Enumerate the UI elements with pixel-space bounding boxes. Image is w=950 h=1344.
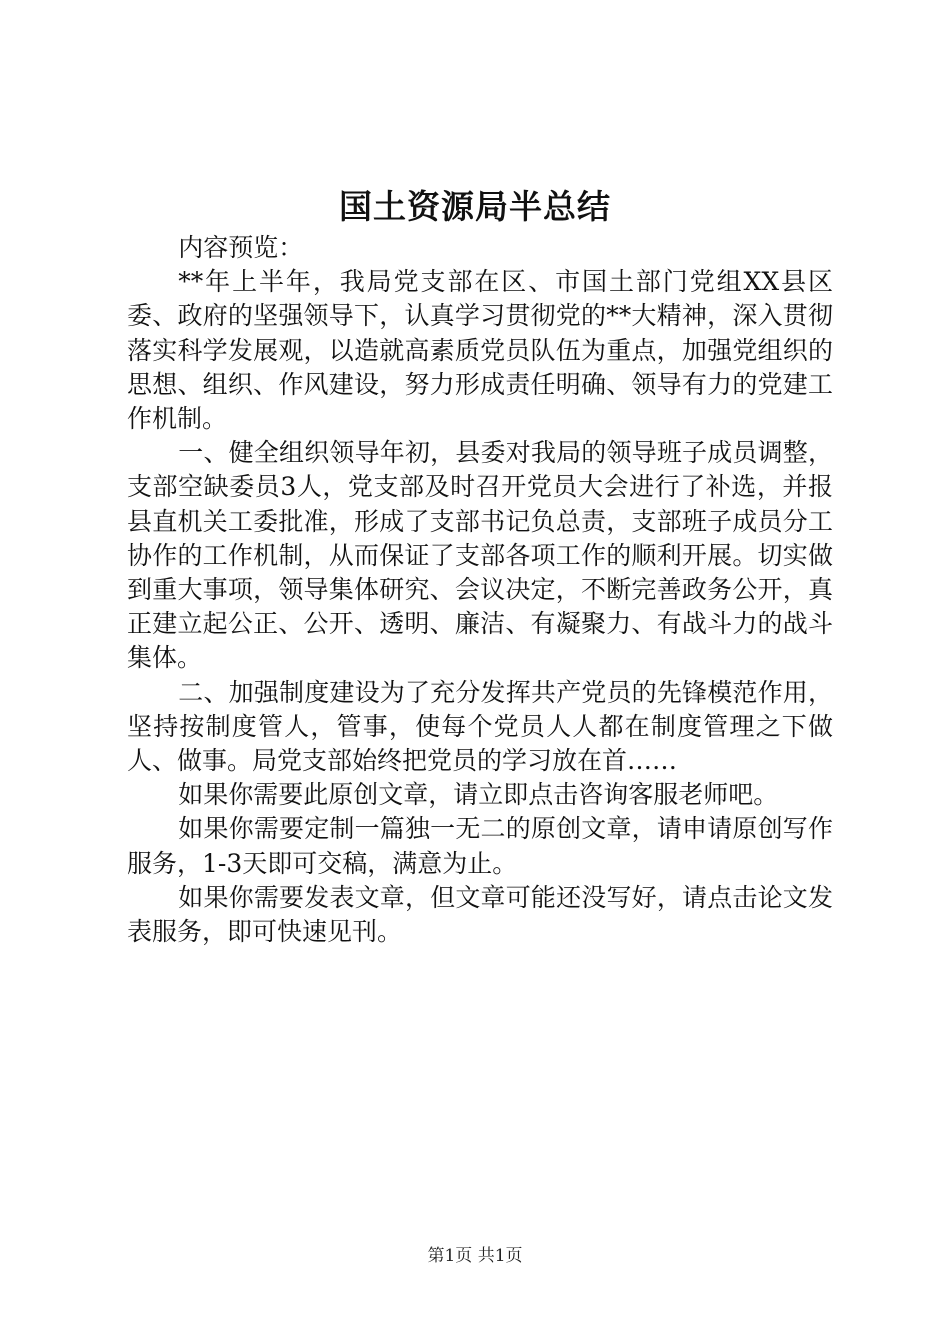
document-body [127,231,833,949]
page-total: 共1页 [477,1246,523,1266]
document-title: 国土资源局半总结 [339,187,611,226]
paragraph-publish-notice: 如果你需要发表文章，但文章可能还没写好，请点击论文发表服务，即可快速见刊。 [127,882,833,947]
page-number: 第1页 [427,1246,473,1266]
paragraph-consult-notice: 如果你需要此原创文章，请立即点击咨询客服老师吧。 [178,780,779,810]
paragraph-custom-writing-notice: 如果你需要定制一篇独一无二的原创文章，请申请原创写作服务，1-3天即可交稿，满意为止。 [127,814,833,878]
page-footer [0,1244,950,1268]
preview-label: 内容预览： [178,233,304,262]
paragraph-section-two: 二、加强制度建设为了充分发挥共产党员的先锋模范作用，坚持按制度管人，管事，使每个党员人人都在制度管理之下做人、做事。局党支部始终把党员的学习放在首…… [127,677,833,776]
paragraph-section-one: 一、健全组织领导年初，县委对我局的领导班子成员调整，支部空缺委员3人，党支部及时召开党员大会进行了补选，并报县直机关工委批准，形成了支部书记负总责，支部班子成员分工协作的工作机制，从而保证了支部各项工作的顺利开展。切实做到重大事项，领导集体研究、会议决定，不断完善政务公开，真正建立起公正、公开、透明、廉洁、有凝聚力、有战斗力的战斗集体。 [127,438,833,673]
paragraph-intro: **年上半年，我局党支部在区、市国土部门党组XX县区委、政府的坚强领导下，认真学习贯彻党的**大精神，深入贯彻落实科学发展观，以造就高素质党员队伍为重点，加强党组织的思想、组织、作风建设，努力形成责任明确、领导有力的党建工作机制。 [127,267,833,434]
